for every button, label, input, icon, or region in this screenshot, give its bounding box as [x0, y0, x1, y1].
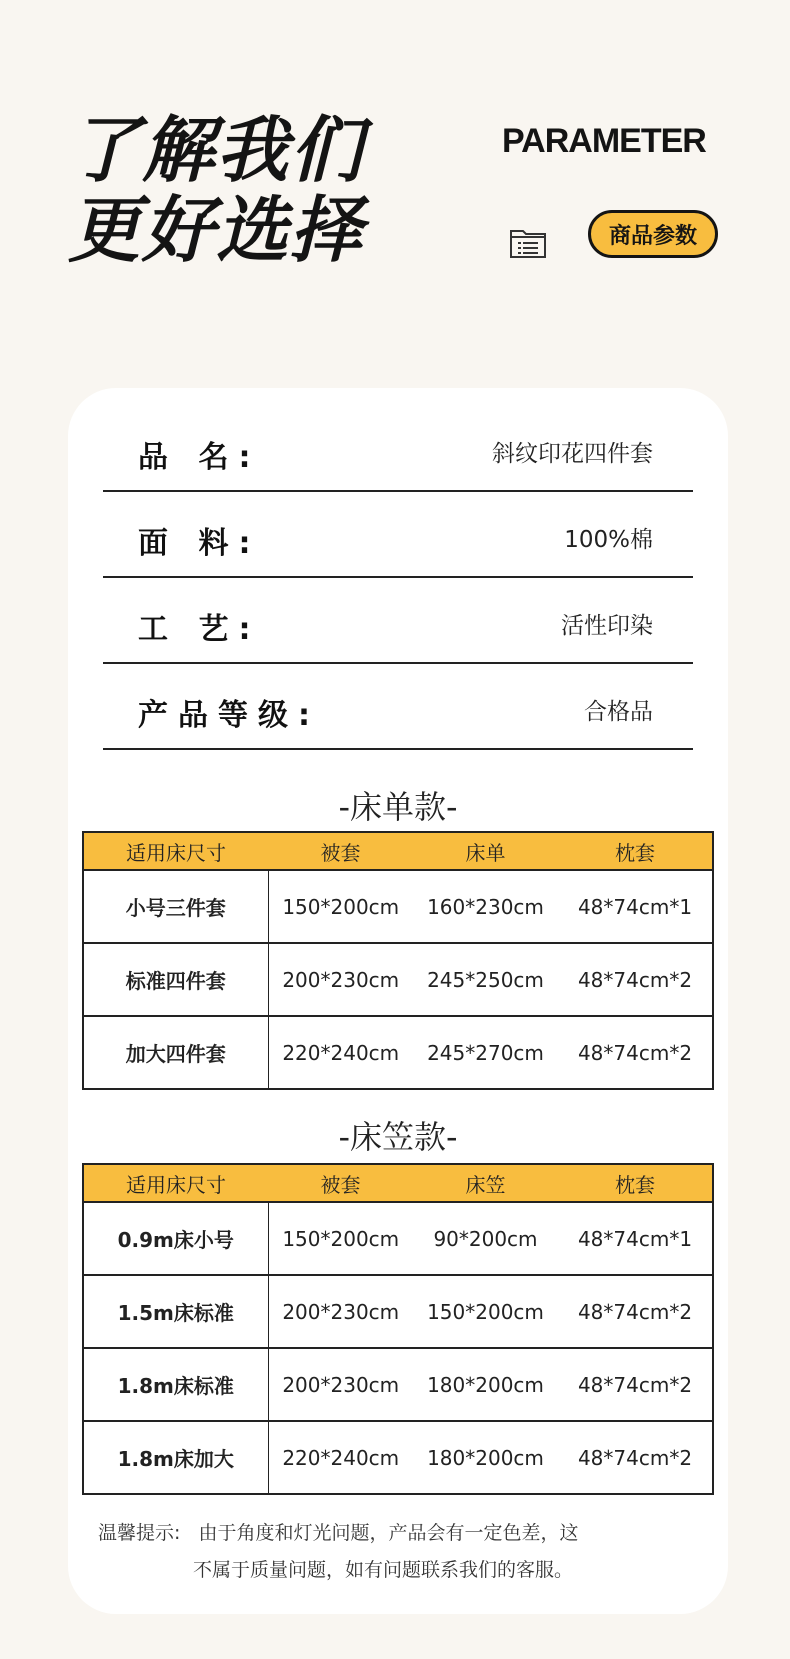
hero-title-line2: 更好选择 — [68, 188, 365, 272]
table-cell: 180*200cm — [413, 1348, 558, 1421]
table-cell: 48*74cm*1 — [558, 870, 713, 943]
table-cell: 48*74cm*1 — [558, 1202, 713, 1275]
column-header: 适用床尺寸 — [83, 832, 268, 870]
hero-title-line1: 了解我们 — [68, 108, 365, 192]
disclaimer-line1: 温馨提示: 由于角度和灯光问题，产品会有一定色差，这 — [98, 1522, 579, 1544]
table-cell: 220*240cm — [268, 1016, 413, 1089]
column-header: 被套 — [268, 832, 413, 870]
folder-list-icon — [509, 225, 547, 259]
fitted-size-table — [82, 1163, 714, 1495]
info-value: 100%棉 — [564, 527, 653, 553]
table-row — [83, 870, 713, 943]
table-cell: 48*74cm*2 — [558, 943, 713, 1016]
column-header: 床单 — [413, 832, 558, 870]
table-row — [83, 1202, 713, 1275]
disclaimer-note — [98, 1515, 698, 1589]
info-label: 工 艺: — [138, 612, 261, 647]
disclaimer-line2: 不属于质量问题，如有问题联系我们的客服。 — [193, 1559, 574, 1581]
table-cell: 0.9m床小号 — [83, 1202, 268, 1275]
info-value: 斜纹印花四件套 — [492, 441, 653, 467]
sheet-section-title: -床单款- — [338, 788, 458, 826]
table-cell: 标准四件套 — [83, 943, 268, 1016]
info-row-fabric — [103, 490, 693, 578]
table-cell: 48*74cm*2 — [558, 1421, 713, 1494]
parameter-heading: PARAMETER — [502, 122, 706, 160]
table-cell: 48*74cm*2 — [558, 1016, 713, 1089]
table-row — [83, 1016, 713, 1089]
info-row-craft — [103, 576, 693, 664]
info-value: 合格品 — [584, 699, 653, 725]
table-row — [83, 943, 713, 1016]
product-params-button[interactable]: 商品参数 — [588, 210, 718, 258]
info-value: 活性印染 — [561, 613, 653, 639]
table-cell: 150*200cm — [413, 1275, 558, 1348]
table-row — [83, 1275, 713, 1348]
info-label: 面 料: — [138, 526, 261, 561]
spec-card — [68, 388, 728, 1614]
info-label: 产品等级: — [138, 698, 320, 733]
table-cell: 加大四件套 — [83, 1016, 268, 1089]
table-cell: 245*250cm — [413, 943, 558, 1016]
column-header: 被套 — [268, 1164, 413, 1202]
table-cell: 245*270cm — [413, 1016, 558, 1089]
table-cell: 220*240cm — [268, 1421, 413, 1494]
column-header: 枕套 — [558, 1164, 713, 1202]
table-row — [83, 1421, 713, 1494]
column-header: 适用床尺寸 — [83, 1164, 268, 1202]
column-header: 枕套 — [558, 832, 713, 870]
table-cell: 180*200cm — [413, 1421, 558, 1494]
table-cell: 150*200cm — [268, 870, 413, 943]
table-cell: 200*230cm — [268, 1275, 413, 1348]
table-cell: 48*74cm*2 — [558, 1348, 713, 1421]
info-row-name — [103, 404, 693, 492]
table-cell: 1.8m床标准 — [83, 1348, 268, 1421]
table-cell: 小号三件套 — [83, 870, 268, 943]
table-cell: 200*230cm — [268, 1348, 413, 1421]
info-row-grade — [103, 662, 693, 750]
table-cell: 1.8m床加大 — [83, 1421, 268, 1494]
table-cell: 150*200cm — [268, 1202, 413, 1275]
table-cell: 200*230cm — [268, 943, 413, 1016]
table-cell: 160*230cm — [413, 870, 558, 943]
table-cell: 1.5m床标准 — [83, 1275, 268, 1348]
table-row — [83, 1348, 713, 1421]
hero-title — [68, 110, 364, 270]
table-cell: 48*74cm*2 — [558, 1275, 713, 1348]
fitted-section-title: -床笠款- — [338, 1118, 458, 1156]
info-label: 品 名: — [138, 440, 261, 475]
table-cell: 90*200cm — [413, 1202, 558, 1275]
column-header: 床笠 — [413, 1164, 558, 1202]
sheet-size-table — [82, 831, 714, 1090]
